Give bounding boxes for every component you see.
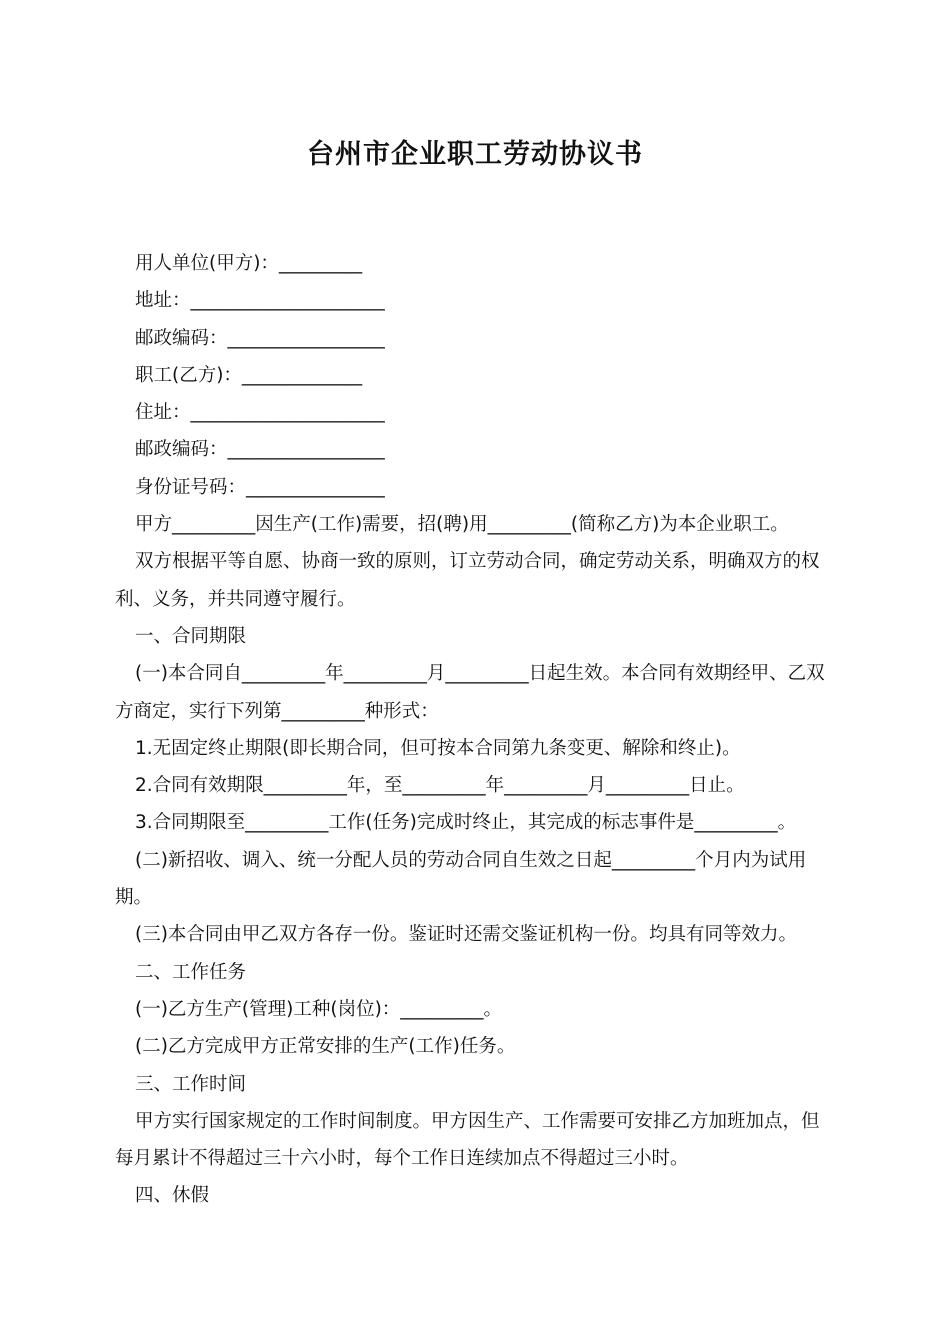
clause-term-option-2: 2.合同有效期限_________年，至_________年_________月_________日止。	[135, 775, 745, 797]
clause-term-option-1: 1.无固定终止期限(即长期合同，但可按本合同第九条变更、解除和终止)。	[135, 737, 741, 759]
field-employee-postcode: 邮政编码：_________________	[135, 439, 385, 461]
field-employee: 职工(乙方)：_____________	[135, 364, 363, 386]
section-heading-tasks: 二、工作任务	[135, 961, 247, 983]
field-employee-residence: 住址：_____________________	[135, 402, 385, 424]
clause-working-hours: 甲方实行国家规定的工作时间制度。甲方因生产、工作需要可安排乙方加班加点，但每月累计不得超过三十六小时，每个工作日连续加点不得超过三小时。	[115, 1110, 820, 1170]
document-body	[115, 245, 837, 1215]
paragraph-hiring: 甲方_________因生产(工作)需要，招(聘)用_________(简称乙方)为本企业职工。	[135, 514, 789, 536]
section-heading-term: 一、合同期限	[135, 625, 247, 647]
field-employer-postcode: 邮政编码：_________________	[135, 327, 385, 349]
paragraph-principle: 双方根据平等自愿、协商一致的原则，订立劳动合同，确定劳动关系，明确双方的权利、义务，并共同遵守履行。	[115, 551, 820, 610]
clause-probation: (二)新招收、调入、统一分配人员的劳动合同自生效之日起_________个月内为试用期。	[115, 849, 807, 909]
clause-copies: (三)本合同由甲乙双方各存一份。鉴证时还需交鉴证机构一份。均具有同等效力。	[135, 924, 797, 946]
document-title: 台州市企业职工劳动协议书	[307, 139, 643, 170]
clause-term-option-3: 3.合同期限至_________工作(任务)完成时终止，其完成的标志事件是_________。	[135, 812, 797, 834]
section-heading-hours: 三、工作时间	[135, 1073, 247, 1095]
clause-task-completion: (二)乙方完成甲方正常安排的生产(工作)任务。	[135, 1036, 516, 1058]
clause-term-effective: (一)本合同自_________年_________月_________日起生效。本合同有效期经甲、乙双方商定，实行下列第_________种形式：	[115, 663, 825, 722]
clause-position: (一)乙方生产(管理)工种(岗位)：_________。	[135, 998, 503, 1020]
section-heading-leave: 四、休假	[135, 1185, 210, 1207]
field-employer-address: 地址：_____________________	[135, 290, 385, 312]
field-employer: 用人单位(甲方)：_________	[135, 253, 363, 274]
field-id-number: 身份证号码：_______________	[135, 476, 385, 498]
